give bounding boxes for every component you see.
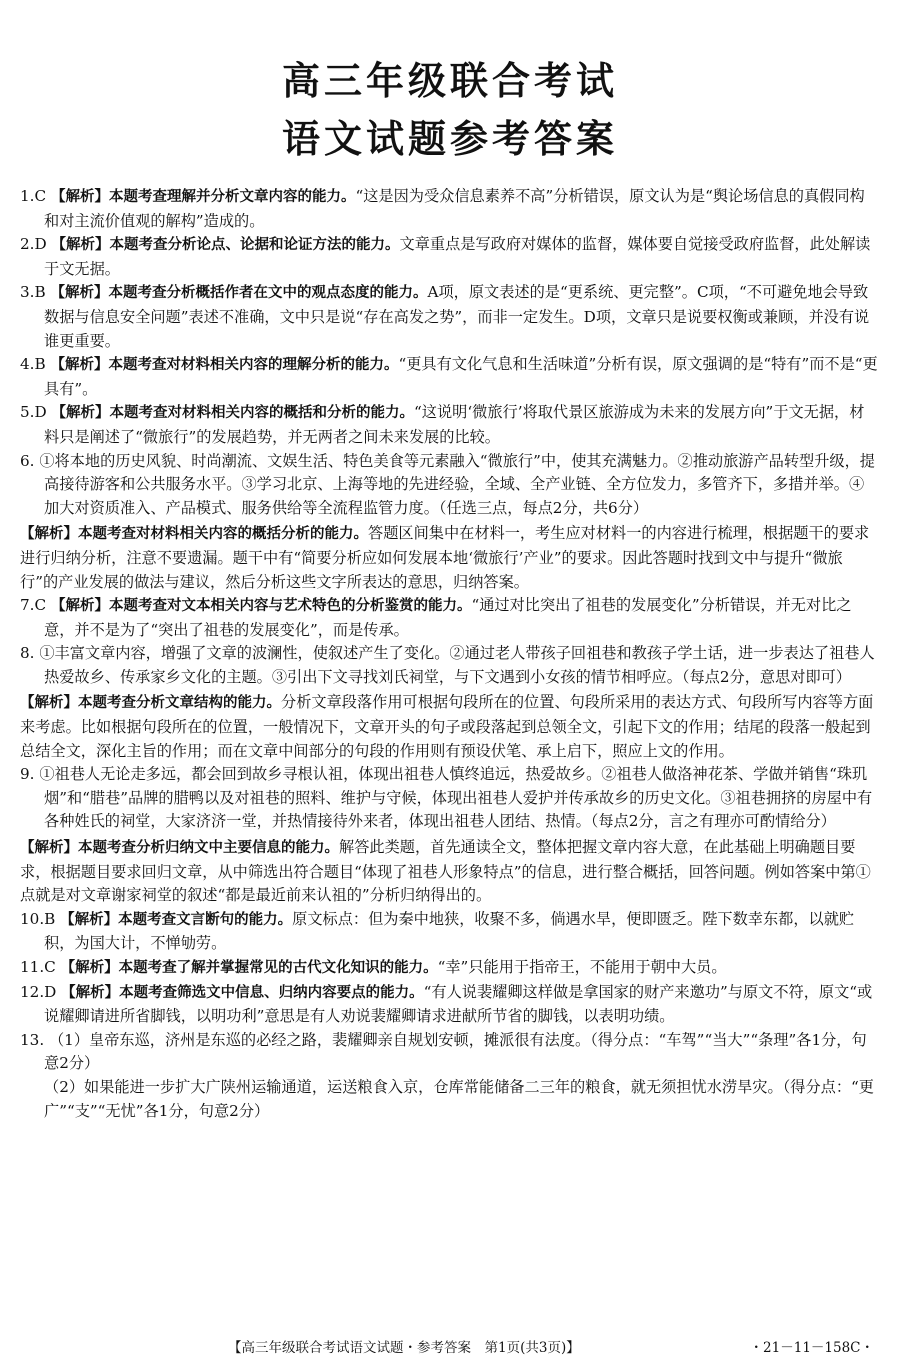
- analysis-lead: 本题考查对材料相关内容的概括和分析的能力。: [109, 405, 414, 422]
- answer-item: [20, 233, 878, 281]
- answer-number: 10.B: [20, 909, 56, 928]
- answer-number: 13.: [20, 1030, 45, 1049]
- analysis-lead: 本题考查分析概括作者在文中的观点态度的能力。: [108, 285, 428, 302]
- answer-item: [20, 642, 878, 689]
- answer-item: [20, 353, 878, 401]
- analysis-lead: 本题考查分析论点、论据和论证方法的能力。: [109, 237, 400, 254]
- answer-text: ①丰富文章内容，增强了文章的波澜性，使叙述产生了变化。②通过老人带孩子回祖巷和教孩子学土话，进一步表达了祖巷人热爱故乡、传承家乡文化的主题。③引出下文寻找刘氏祠堂，与下文遇到小女孩的情节相呼应。（每点2分，意思对即可）: [39, 644, 875, 686]
- analysis-tag: 【解析】: [50, 598, 109, 615]
- analysis-lead: 本题考查分析归纳文中主要信息的能力。: [78, 840, 339, 857]
- analysis-tag: 【解析】: [20, 695, 78, 712]
- answer-item: [20, 185, 878, 233]
- analysis-paragraph: [20, 522, 878, 594]
- answer-text: “这说明‘微旅行’将取代景区旅游成为未来的发展方向”于文无据，材料只是阐述了“微旅行”的发展趋势，并无两者之间未来发展的比较。: [44, 403, 865, 446]
- answer-item: [20, 594, 878, 642]
- analysis-tag: 【解析】: [60, 911, 119, 928]
- page-title-line2: 语文试题参考答案: [281, 117, 618, 161]
- answer-number: 9.: [20, 765, 35, 784]
- analysis-lead: 本题考查对材料相关内容的概括分析的能力。: [78, 526, 368, 543]
- answer-number: 5.D: [20, 403, 47, 422]
- answer-text: “更具有文化气息和生活味道”分析有误，原文强调的是“特有”而不是“更具有”。: [44, 355, 878, 398]
- answer-number: 6.: [20, 451, 35, 470]
- analysis-paragraph: [20, 691, 878, 763]
- answer-number: 3.B: [20, 283, 46, 302]
- answer-item: [20, 450, 878, 521]
- answer-text: ①将本地的历史风貌、时尚潮流、文娱生活、特色美食等元素融入“微旅行”中，使其充满魅力。②推动旅游产品转型升级，提高接待游客和公共服务水平。③学习北京、上海等地的先进经验，全域、全产业链、全方位发力，多管齐下，多措并举。④加大对资质准入、产品模式、服务供给等全流程监管力度。（任选三点，每点2分，共6分）: [39, 451, 875, 517]
- analysis-tag: 【解析】: [51, 405, 110, 422]
- analysis-lead: 本题考查筛选文中信息、归纳内容要点的能力。: [119, 984, 424, 1001]
- analysis-tag: 【解析】: [50, 357, 109, 374]
- answer-text: 文章重点是写政府对媒体的监督，媒体要自觉接受政府监督，此处解读于文无据。: [44, 235, 871, 278]
- footer-page-info: 【高三年级联合考试语文试题・参考答案 第1页(共3页)】: [228, 1340, 580, 1356]
- answer-text: “幸”只能用于指帝王，不能用于朝中大员。: [437, 958, 727, 976]
- analysis-tag: 【解析】: [50, 285, 109, 302]
- answer-number: 7.C: [20, 596, 47, 615]
- analysis-tag: 【解析】: [20, 840, 78, 857]
- answer-number: 4.B: [20, 355, 46, 374]
- analysis-tag: 【解析】: [51, 237, 110, 254]
- analysis-text: 分析文章段落作用可根据句段所在的位置、句段所采用的表达方式、句段所写内容等方面来考虑。比如根据句段所在的位置，一般情况下，文章开头的句子或段落起到总领全文，引起下文的作用；结尾的段落一般起到总结全文，深化主旨的作用；而在文章中间部分的句段的作用则有预设伏笔、承上启下，照应上文的作用。: [20, 693, 874, 760]
- analysis-tag: 【解析】: [60, 960, 119, 976]
- analysis-tag: 【解析】: [50, 189, 109, 205]
- analysis-lead: 本题考查分析文章结构的能力。: [78, 695, 281, 712]
- analysis-tag: 【解析】: [20, 526, 78, 543]
- answer-subtext: （2）如果能进一步扩大广陕州运输通道，运送粮食入京，仓库常能储备二三年的粮食，就无须担忧水涝旱灾。（得分点：“更广”“支”“无忧”各1分，句意2分）: [44, 1077, 874, 1120]
- answer-subitem: [20, 1076, 878, 1123]
- analysis-lead: 本题考查对文本相关内容与艺术特色的分析鉴赏的能力。: [108, 598, 472, 615]
- answer-number: 1.C: [20, 187, 47, 205]
- analysis-text: 答题区间集中在材料一，考生应对材料一的内容进行梳理，根据题干的要求进行归纳分析，注意不要遗漏。题干中有“简要分析应如何发展本地‘微旅行’产业”的要求。因此答题时找到文中与提升“微旅行”的产业发展的做法与建议，然后分析这些文字所表达的意思，归纳答案。: [20, 524, 870, 591]
- answer-item: [20, 763, 878, 834]
- answer-number: 2.D: [20, 235, 47, 254]
- analysis-lead: 本题考查理解并分析文章内容的能力。: [108, 189, 356, 205]
- answer-list: [20, 185, 878, 1123]
- answer-item: [20, 281, 878, 353]
- answer-text: A项，原文表述的是“更系统、更完整”。C项，“不可避免地会导致数据与信息安全问题”表述不准确，文中只是说“存在高发之势”，而非一定发生。D项，文章只是说要权衡或兼顾，并没有说谁更重要。: [44, 283, 870, 350]
- answer-text: （1）皇帝东巡，济州是东巡的必经之路，裴耀卿亲自规划安顿，摊派很有法度。（得分点：“车驾”“当大”“条理”各1分，句意2分）: [44, 1030, 867, 1073]
- answer-item: [20, 981, 878, 1029]
- answer-number: 8.: [20, 644, 35, 663]
- footer-code: ・21－11－158C・: [749, 1340, 874, 1356]
- page-title-line1: 高三年级联合考试: [281, 59, 618, 103]
- analysis-paragraph: [20, 836, 878, 908]
- answer-number: 11.C: [20, 958, 56, 976]
- answer-text: “这是因为受众信息素养不高”分析错误，原文认为是“舆论场信息的真假同构和对主流价值观的解构”造成的。: [44, 187, 865, 230]
- answer-text: “有人说裴耀卿这样做是拿国家的财产来邀功”与原文不符，原文“或说耀卿请进所省脚钱，以明功利”意思是有人劝说裴耀卿请求进献所节省的脚钱，以表明功绩。: [44, 982, 873, 1026]
- answer-text: “通过对比突出了祖巷的发展变化”分析错误，并无对比之意，并不是为了“突出了祖巷的发展变化”，而是传承。: [44, 596, 852, 639]
- answer-item: [20, 401, 878, 449]
- analysis-tag: 【解析】: [61, 984, 120, 1001]
- answer-number: 12.D: [20, 982, 57, 1001]
- answer-item: [20, 1029, 878, 1076]
- answer-item: [20, 908, 878, 956]
- analysis-lead: 本题考查文言断句的能力。: [118, 911, 293, 928]
- analysis-text: 解答此类题，首先通读全文，整体把握文章内容大意，在此基础上明确题目要求，根据题目要求回归文章，从中筛选出符合题目“体现了祖巷人形象特点”的信息，进行整合概括，回答问题。例如答案中第①点就是对文章谢家祠堂的叙述“都是最近前来认祖的”分析归纳得出的。: [20, 838, 871, 905]
- answer-text: ①祖巷人无论走多远，都会回到故乡寻根认祖，体现出祖巷人慎终追远，热爱故乡。②祖巷人做洛神花茶、学做并销售“珠玑烟”和“腊巷”品牌的腊鸭以及对祖巷的照料、维护与守候，体现出祖巷人爱护并传承故乡的历史文化。③祖巷拥挤的房屋中有各种姓氏的祠堂，大家济济一堂，并热情接待外来者，体现出祖巷人团结、热情。（每点2分，言之有理亦可酌情给分）: [39, 765, 873, 831]
- analysis-lead: 本题考查对材料相关内容的理解分析的能力。: [108, 357, 399, 374]
- analysis-lead: 本题考查了解并掌握常见的古代文化知识的能力。: [118, 960, 438, 976]
- answer-item: [20, 956, 878, 981]
- answer-text: 原文标点：但为秦中地狭，收聚不多，倘遇水旱，便即匮乏。陛下数幸东都，以就贮积，为国大计，不惮劬劳。: [44, 909, 855, 953]
